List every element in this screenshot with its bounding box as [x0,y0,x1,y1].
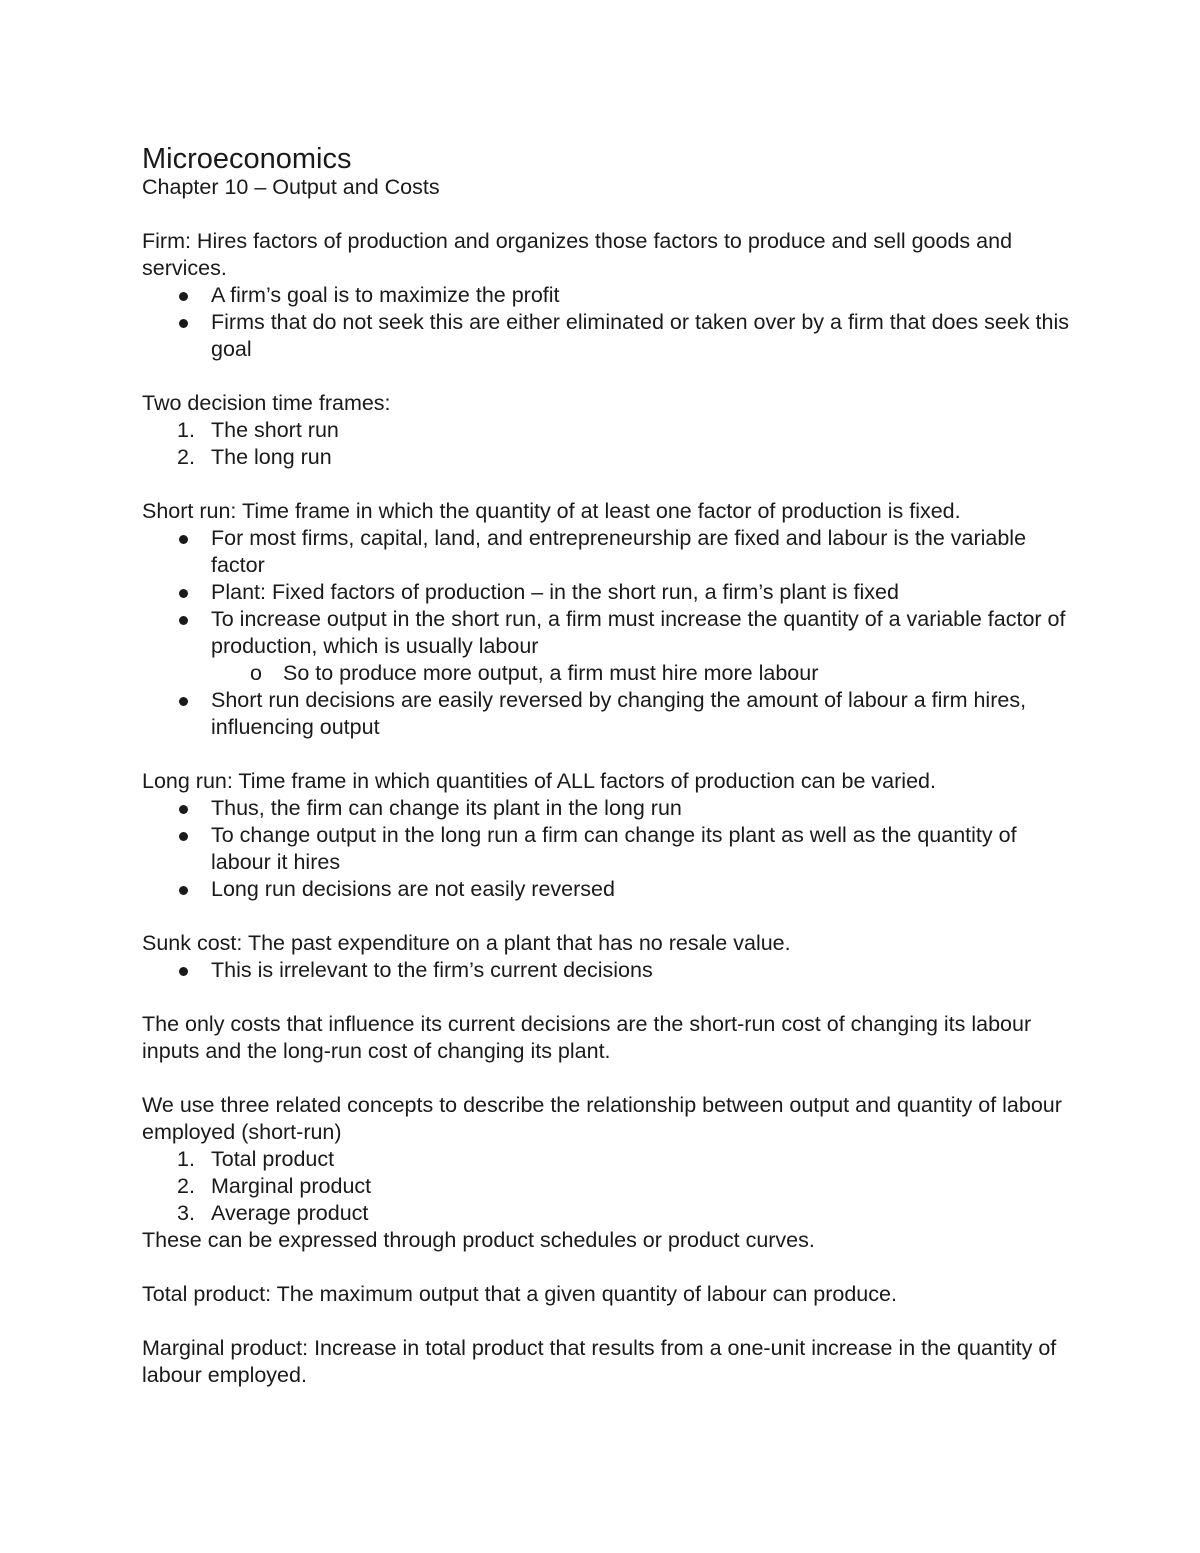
concepts-list [142,1146,1072,1227]
sub-list-item: o So to produce more output, a firm must hire more labour [250,661,819,685]
sub-bullet-marker: o [250,661,262,685]
list-item: For most firms, capital, land, and entrepreneurship are fixed and labour is the variable factor [142,525,1072,579]
list-item: Firms that do not seek this are either eliminated or taken over by a firm that does seek this goal [142,309,1072,363]
total-product-definition: Total product: The maximum output that a given quantity of labour can produce. [142,1282,897,1306]
firm-bullet-list [142,282,1072,363]
list-item: 3. Average product [177,1201,369,1225]
sunk-cost-bullet-list [142,957,1072,984]
bullet-icon [179,616,188,625]
list-item: Plant: Fixed factors of production – in the short run, a firm’s plant is fixed [142,579,1072,606]
bullet-icon [179,967,188,976]
long-run-bullet-list [142,795,1072,903]
list-item: 2. The long run [177,445,332,469]
list-item: 2. Marginal product [177,1174,372,1198]
document-title: Microeconomics [142,143,352,175]
list-item: Short run decisions are easily reversed by changing the amount of labour a firm hires, influencing output [142,687,1072,741]
list-item: 1. Total product [177,1147,335,1171]
firm-definition: Firm: Hires factors of production and organizes those factors to produce and sell goods and services. [142,229,1013,280]
bullet-icon [179,292,188,301]
bullet-icon [179,697,188,706]
list-item: This is irrelevant to the firm’s current decisions [142,957,1072,984]
time-frames-heading: Two decision time frames: [142,391,391,415]
list-item: A firm’s goal is to maximize the profit [142,282,1072,309]
list-item: To change output in the long run a firm can change its plant as well as the quantity of labour it hires [142,822,1072,876]
long-run-definition: Long run: Time frame in which quantities of ALL factors of production can be varied. [142,769,936,793]
bullet-icon [179,832,188,841]
short-run-definition: Short run: Time frame in which the quantity of at least one factor of production is fixed. [142,499,961,523]
time-frames-list [142,417,1072,471]
concepts-after: These can be expressed through product schedules or product curves. [142,1228,815,1252]
bullet-icon [179,319,188,328]
document-page [142,140,1072,1389]
sunk-cost-definition: Sunk cost: The past expenditure on a plant that has no resale value. [142,931,791,955]
list-item: 1. The short run [177,418,339,442]
marginal-product-definition: Marginal product: Increase in total product that results from a one-unit increase in the quantity of labour employed. [142,1336,1057,1387]
list-item: To increase output in the short run, a firm must increase the quantity of a variable factor of production, which is usually labour [142,606,1072,660]
short-run-bullet-list [142,525,1072,741]
bullet-icon [179,805,188,814]
chapter-heading: Chapter 10 – Output and Costs [142,175,440,199]
bullet-icon [179,535,188,544]
list-item: Thus, the firm can change its plant in the long run [142,795,1072,822]
only-costs-paragraph: The only costs that influence its current decisions are the short-run cost of changing its labour inputs and the long-run cost of changing its plant. [142,1012,1032,1063]
concepts-intro: We use three related concepts to describe the relationship between output and quantity of labour employed (short-run) [142,1093,1062,1144]
bullet-icon [179,589,188,598]
list-item: Long run decisions are not easily reversed [142,876,1072,903]
bullet-icon [179,886,188,895]
